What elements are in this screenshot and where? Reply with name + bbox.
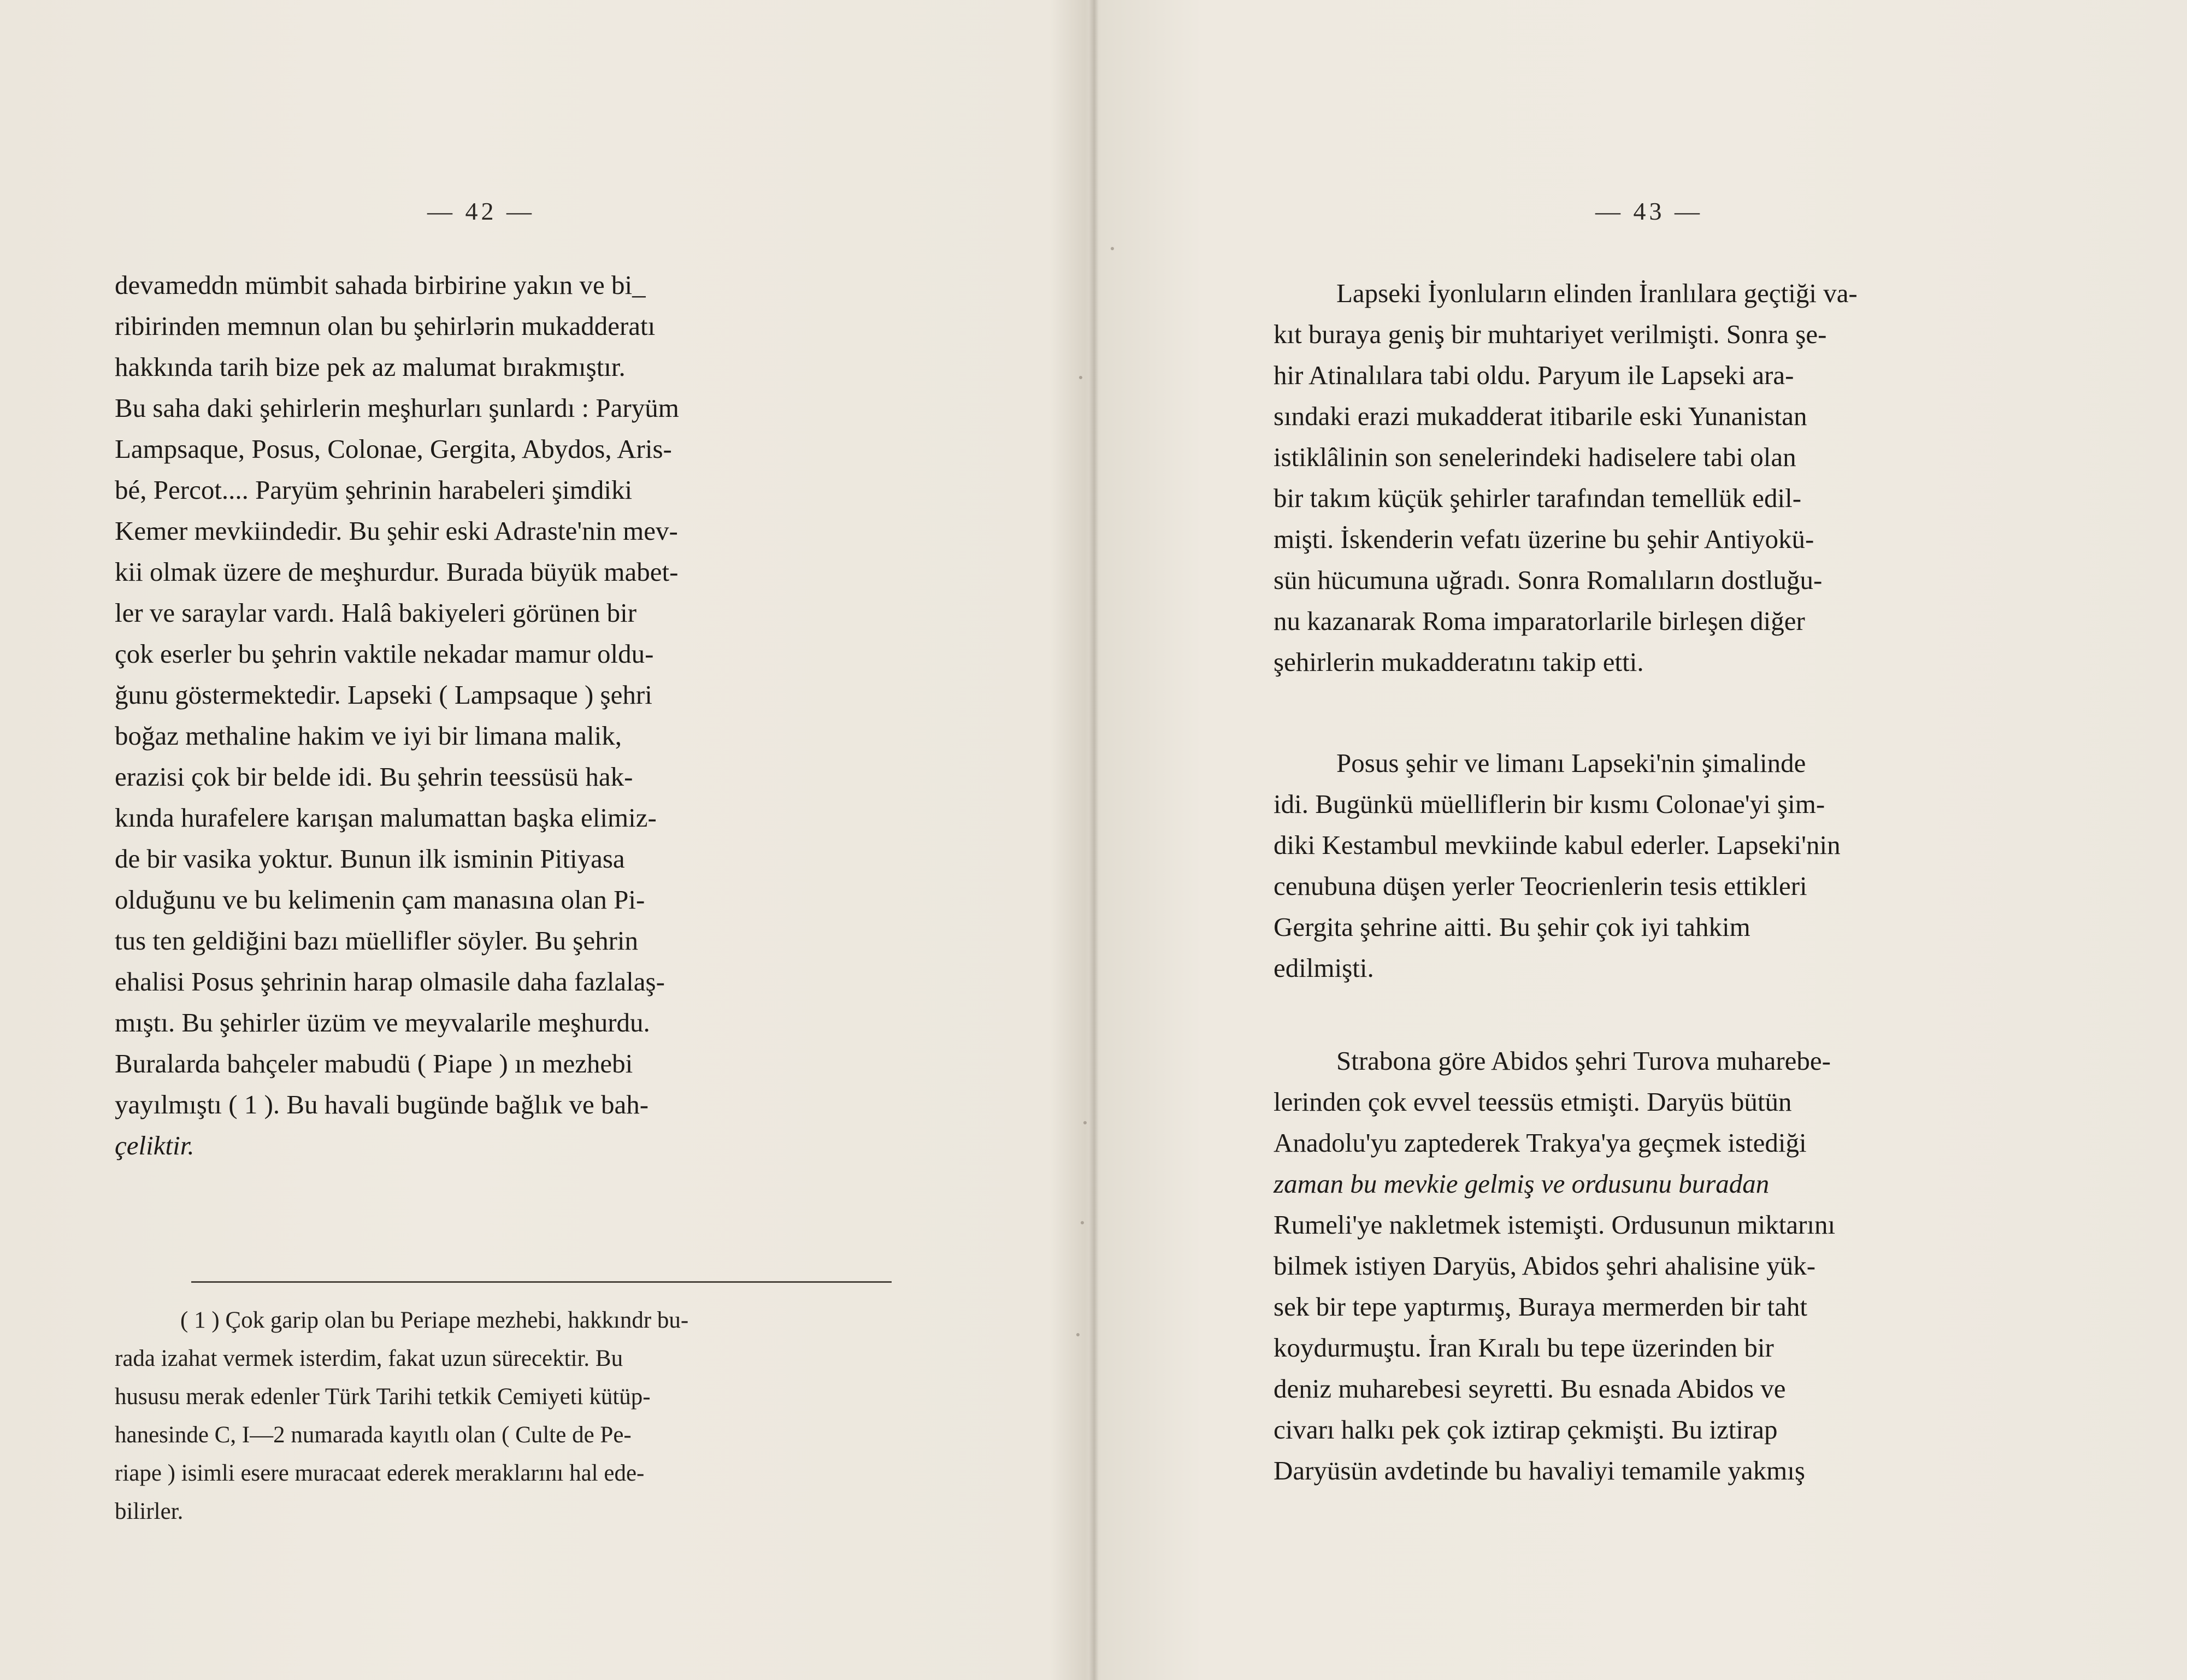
body-line: Lapseki İyonluların elinden İranlılara geçtiği va- [1336,278,1858,308]
body-line: bir takım küçük şehirler tarafından temellük edil- [1274,483,1802,513]
footnote-line: ( 1 ) Çok garip olan bu Periape mezhebi, hakkındr bu- [180,1307,689,1333]
body-line: mıştı. Bu şehirler üzüm ve meyvalarile meşhurdu. [115,1007,650,1038]
body-line: deniz muharebesi seyretti. Bu esnada Abidos ve [1274,1374,1786,1404]
body-line: zaman bu mevkie gelmiş ve ordusunu buradan [1274,1169,1770,1199]
body-line: boğaz methaline hakim ve iyi bir limana malik, [115,721,622,751]
body-line: nu kazanarak Roma imparatorlarile birleşen diğer [1274,606,1805,636]
body-line: ler ve saraylar vardı. Halâ bakiyeleri görünen bir [115,598,637,628]
body-line: yayılmıştı ( 1 ). Bu havali bugünde bağlık ve bah- [115,1089,649,1119]
body-line: kında hurafelere karışan malumattan başka elimiz- [115,803,657,833]
body-line: kıt buraya geniş bir muhtariyet verilmişti. Sonra şe- [1274,319,1827,349]
body-line: Bu saha daki şehirlerin meşhurları şunlardı : Paryüm [115,393,679,423]
body-line: çeliktir. [115,1130,194,1160]
body-line: diki Kestambul mevkiinde kabul ederler. Lapseki'nin [1274,830,1841,860]
footnote-line: hususu merak edenler Türk Tarihi tetkik Cemiyeti kütüp- [115,1384,651,1410]
body-line: bilmek istiyen Daryüs, Abidos şehri ahalisine yük- [1274,1251,1816,1281]
body-line: Buralarda bahçeler mabudü ( Piape ) ın mezhebi [115,1048,633,1078]
footnote-line: riape ) isimli esere muracaat ederek meraklarını hal ede- [115,1460,645,1486]
body-line: Lampsaque, Posus, Colonae, Gergita, Abydos, Aris- [115,434,672,464]
body-line: Kemer mevkiindedir. Bu şehir eski Adraste'nin mev- [115,516,678,546]
page-number: — 42 — [427,197,535,225]
footnote-line: rada izahat vermek isterdim, fakat uzun sürecektir. Bu [115,1346,623,1371]
body-line: Anadolu'yu zaptederek Trakya'ya geçmek istediği [1274,1128,1807,1158]
body-line: edilmişti. [1274,953,1374,983]
body-line: Gergita şehrine aitti. Bu şehir çok iyi tahkim [1274,912,1750,942]
page-number: — 43 — [1595,197,1703,225]
body-line: Posus şehir ve limanı Lapseki'nin şimalinde [1336,748,1806,778]
body-line: şehirlerin mukadderatını takip etti. [1274,647,1644,677]
body-line: hakkında tarih bize pek az malumat bırakmıştır. [115,352,626,382]
body-line: Strabona göre Abidos şehri Turova muharebe- [1336,1046,1831,1076]
body-line: koydurmuştu. İran Kıralı bu tepe üzerinden bir [1274,1333,1774,1363]
body-line: kii olmak üzere de meşhurdur. Burada büyük mabet- [115,557,679,587]
footnote-rule [191,1281,892,1283]
footnote-line: hanesinde C, I—2 numarada kayıtlı olan ( Culte de Pe- [115,1422,632,1448]
body-line: ehalisi Posus şehrinin harap olmasile daha fazlalaş- [115,966,665,997]
body-line: idi. Bugünkü müelliflerin bir kısmı Colonae'yi şim- [1274,789,1825,819]
right-page [1097,0,2187,1680]
body-line: sındaki erazi mukadderat itibarile eski Yunanistan [1274,401,1807,431]
body-line: cenubuna düşen yerler Teocrienlerin tesis ettikleri [1274,871,1807,901]
body-line: Rumeli'ye nakletmek istemişti. Ordusunun miktarını [1274,1210,1836,1240]
body-line: tus ten geldiğini bazı müellifler söyler. Bu şehrin [115,926,639,956]
body-line: mişti. İskenderin vefatı üzerine bu şehir Antiyokü- [1274,524,1814,554]
body-line: civarı halkı pek çok iztirap çekmişti. Bu iztirap [1274,1414,1778,1445]
body-line: hir Atinalılara tabi oldu. Paryum ile Lapseki ara- [1274,360,1794,390]
body-line: sek bir tepe yaptırmış, Buraya mermerden bir taht [1274,1292,1807,1322]
body-line: devameddn mümbit sahada birbirine yakın ve bi_ [115,270,646,300]
body-line: ğunu göstermektedir. Lapseki ( Lampsaque ) şehri [115,680,652,710]
body-line: çok eserler bu şehrin vaktile nekadar mamur oldu- [115,639,654,669]
body-line: istiklâlinin son senelerindeki hadiselere tabi olan [1274,442,1796,472]
body-line: de bir vasika yoktur. Bunun ilk isminin Pitiyasa [115,844,625,874]
body-line: bé, Percot.... Paryüm şehrinin harabeleri şimdiki [115,475,633,505]
body-line: erazisi çok bir belde idi. Bu şehrin teessüsü hak- [115,762,633,792]
body-line: Daryüsün avdetinde bu havaliyi temamile yakmış [1274,1455,1805,1486]
body-line: sün hücumuna uğradı. Sonra Romalıların dostluğu- [1274,565,1823,595]
body-line: ribirinden memnun olan bu şehirlərin mukadderatı [115,311,656,341]
body-line: olduğunu ve bu kelimenin çam manasına olan Pi- [115,885,645,915]
left-page [0,0,1090,1680]
body-line: lerinden çok evvel teessüs etmişti. Daryüs bütün [1274,1087,1792,1117]
footnote-line: bilirler. [115,1499,184,1524]
